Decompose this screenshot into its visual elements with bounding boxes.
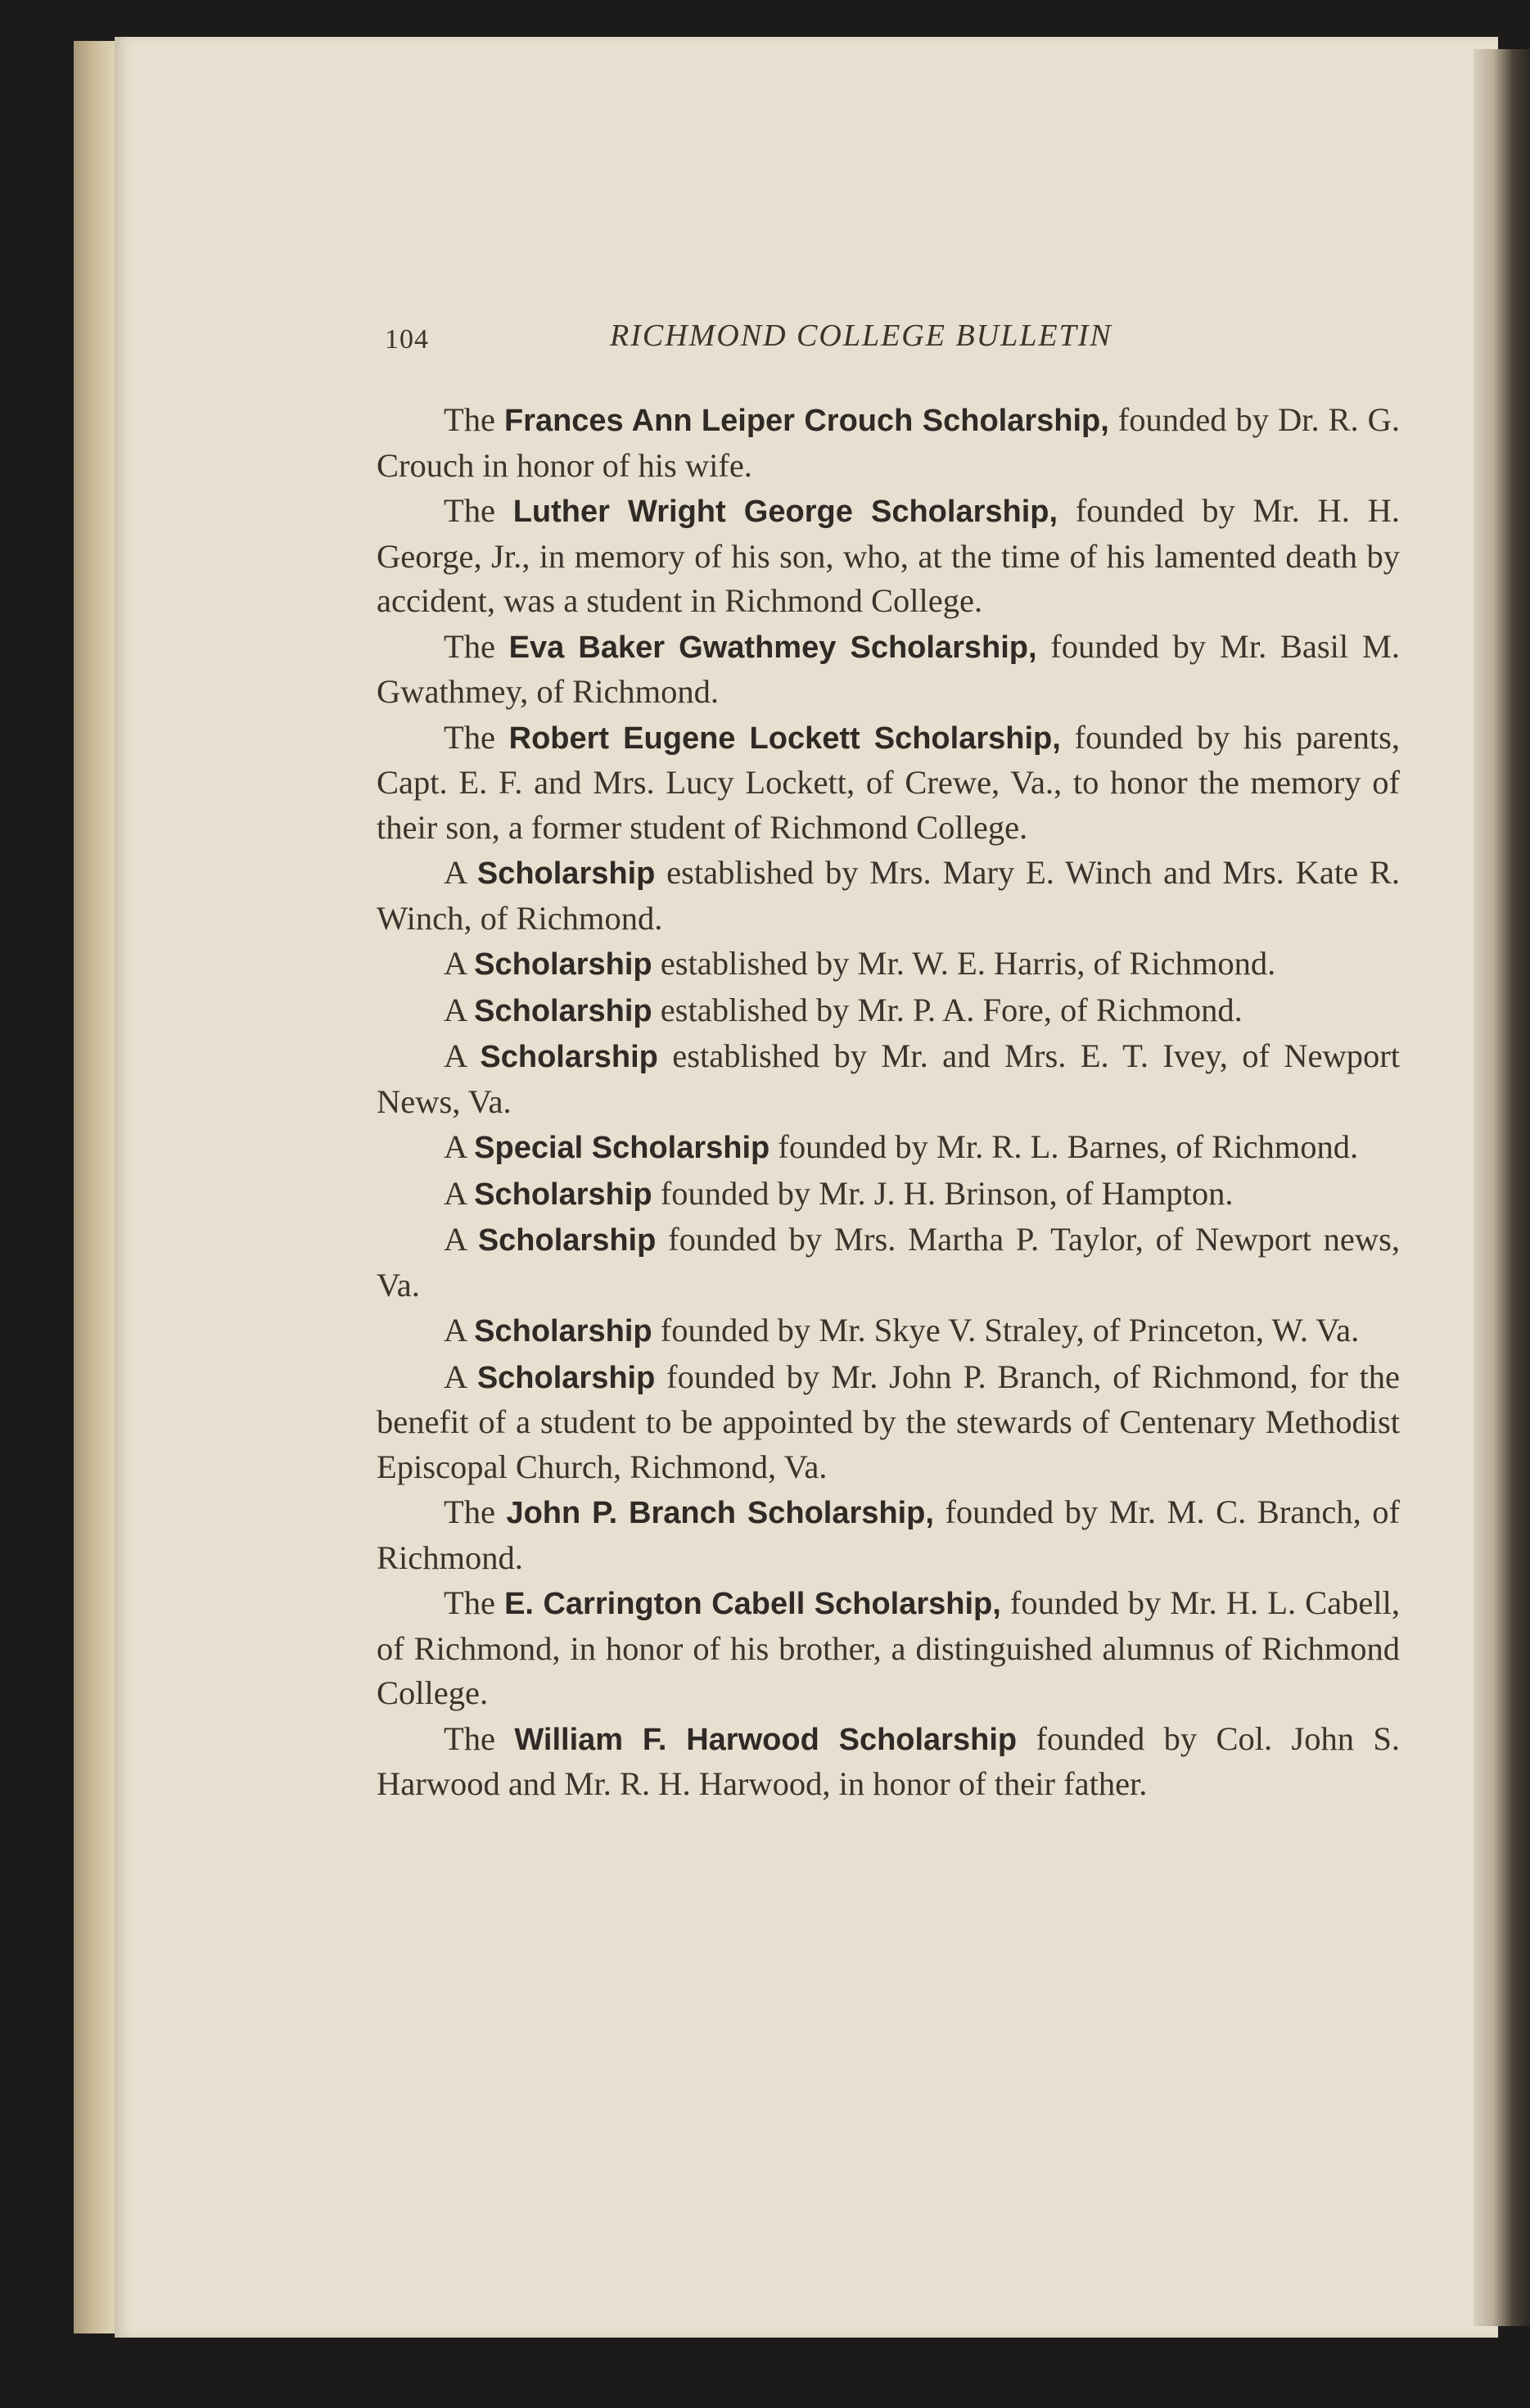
entry-prefix: The — [444, 1493, 495, 1530]
entry-prefix: The — [444, 718, 495, 756]
entry-prefix: A — [444, 1221, 467, 1258]
scholarship-entry — [377, 716, 1400, 851]
scholarship-name: Scholarship — [474, 993, 652, 1028]
scholarship-name: Eva Baker Gwathmey Scholarship, — [508, 630, 1037, 665]
scholarship-name: William F. Harwood Scholarship — [514, 1722, 1018, 1757]
scholarship-name: Frances Ann Leiper Crouch Scholarship, — [503, 404, 1109, 438]
scholarship-entry — [377, 1355, 1400, 1490]
scholarship-name: Special Scholarship — [474, 1131, 770, 1165]
scholarship-name: Scholarship — [477, 1223, 657, 1258]
scholarship-entry — [377, 851, 1400, 941]
scholarship-name: Scholarship — [474, 1314, 652, 1349]
running-title: RICHMOND COLLEGE BULLETIN — [610, 319, 1113, 353]
entry-text: established by Mrs. Mary E. Winch and Mrs. Kate R. Winch, of Richmond. — [377, 854, 1401, 937]
entry-prefix: A — [444, 1312, 467, 1349]
scholarship-entry — [377, 1717, 1400, 1807]
scholarship-entry — [377, 1034, 1400, 1124]
scholarship-entry — [377, 625, 1400, 715]
scholarship-name: Robert Eugene Lockett Scholarship, — [508, 721, 1061, 756]
entry-text: founded by Mr. John P. Branch, of Richmond, for the benefit of a student to be appointed by the stewards of Centenary Methodist Episcopal Church, Richmond, Va. — [377, 1358, 1401, 1485]
entry-prefix: A — [444, 945, 467, 982]
entry-text: founded by Col. John S. Harwood and Mr. R. H. Harwood, in honor of their father. — [377, 1719, 1401, 1802]
scholarship-entry — [377, 1308, 1400, 1354]
entry-prefix: A — [444, 991, 467, 1028]
scholarship-entry — [377, 942, 1400, 987]
scholarship-entry — [377, 1172, 1400, 1218]
entry-text: established by Mr. P. A. Fore, of Richmond. — [660, 991, 1243, 1028]
scholarship-entry — [377, 1125, 1400, 1171]
entry-text: established by Mr. and Mrs. E. T. Ivey, of Newport News, Va. — [377, 1037, 1401, 1120]
scholarship-entry — [377, 489, 1400, 624]
scholarship-name: E. Carrington Cabell Scholarship, — [504, 1587, 1001, 1621]
facing-page-edge — [1474, 49, 1530, 2326]
entry-text: founded by Mr. H. H. George, Jr., in memory of his son, who, at the time of his lamented death by accident, was a student in Richmond College. — [377, 492, 1400, 619]
scholarship-entry — [377, 988, 1400, 1034]
entry-prefix: A — [444, 1037, 467, 1074]
page-header — [385, 318, 1408, 367]
scholarship-name: John P. Branch Scholarship, — [506, 1496, 934, 1530]
entry-text: founded by Dr. R. G. Crouch in honor of his wife. — [377, 401, 1401, 484]
entry-text: founded by his parents, Capt. E. F. and Mrs. Lucy Lockett, of Crewe, Va., to honor the memory of their son, a former student of Richmond College. — [377, 718, 1401, 846]
entry-text: founded by Mr. Skye V. Straley, of Princeton, W. Va. — [660, 1312, 1360, 1349]
scholarship-name: Scholarship — [476, 856, 656, 891]
entry-prefix: A — [444, 1128, 467, 1165]
scholarship-entry — [377, 1490, 1400, 1580]
entry-text: founded by Mr. Basil M. Gwathmey, of Richmond. — [377, 627, 1401, 710]
entry-prefix: A — [444, 854, 467, 891]
entry-text: founded by Mrs. Martha P. Taylor, of Newport news, Va. — [377, 1221, 1401, 1303]
entry-prefix: A — [444, 1358, 467, 1395]
entry-prefix: The — [444, 401, 495, 438]
scholarship-entry — [377, 398, 1400, 488]
entry-prefix: The — [444, 1584, 495, 1621]
page-number: 104 — [385, 324, 429, 355]
scholarship-list — [377, 398, 1400, 1807]
entry-prefix: The — [444, 492, 495, 529]
scholarship-name: Scholarship — [474, 947, 652, 982]
entry-prefix: The — [444, 627, 495, 665]
entry-text: established by Mr. W. E. Harris, of Richmond. — [660, 945, 1276, 982]
entry-text: founded by Mr. M. C. Branch, of Richmond. — [377, 1493, 1400, 1576]
entry-text: founded by Mr. R. L. Barnes, of Richmond. — [778, 1128, 1359, 1165]
scholarship-entry — [377, 1581, 1400, 1716]
entry-prefix: A — [444, 1174, 467, 1212]
entry-text: founded by Mr. H. L. Cabell, of Richmond, in honor of his brother, a distinguished alumnus of Richmond College. — [377, 1584, 1401, 1711]
entry-prefix: The — [444, 1719, 495, 1757]
scholarship-name: Luther Wright George Scholarship, — [512, 495, 1058, 529]
entry-text: founded by Mr. J. H. Brinson, of Hampton. — [660, 1174, 1234, 1212]
scholarship-entry — [377, 1218, 1400, 1308]
scholarship-name: Scholarship — [474, 1177, 652, 1212]
scholarship-name: Scholarship — [476, 1360, 656, 1395]
scholarship-name: Scholarship — [480, 1040, 658, 1074]
